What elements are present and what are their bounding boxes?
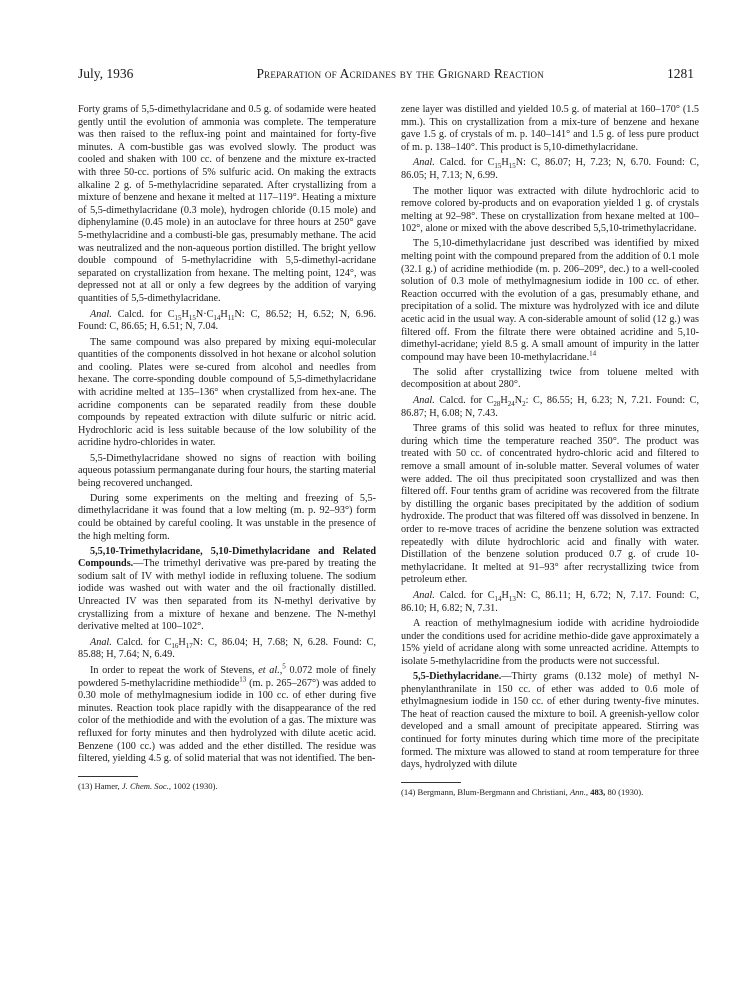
- formula-part: H: [501, 157, 509, 169]
- footnote-number: (13): [78, 780, 93, 791]
- footnote-rule: [401, 782, 461, 783]
- formula-part: :: [525, 395, 529, 407]
- anal-text: Calcd. for: [439, 589, 483, 601]
- footnote-text: 80 (1930).: [607, 786, 644, 797]
- paragraph: Forty grams of 5,5-dimethylacridane and 0.5 g. of sodamide were heated gently until the evolution of ammonia was complete. The temperature was then raised to the reflux-ing point and maintained for forty-five minutes. A com-bustible gas was evolved slowly. The product was cooled and shaken with 100 cc. of benzene and the mixture ex-tracted with three 50-cc. portions of 5% sulfuric acid. On making the extracts alkaline 2 g. of 5-methylacridine separated. After crystallizing from a mixture of benzene and hexane it melted at 117–119°. Heating a mixture of 5,5-dimethylacridane (0.3 mole), hydrogen chloride (0.15 mole) and diphenylamine (0.45 mole) in an autoclave for three hours at 250° gave 5-methylacridine and a combusti-ble gas, presumably methane. The acid was neutralized and the non-aqueous portion distilled. The bright yellow double compound of 5-methylacridine with 5,5-dimethyl-acridane separated on crystallization from hexane. The melting point, 124°, was depressed not at all or only a few degrees by the addition of varying quantities of 5,5-dimethylacridane.: [78, 104, 376, 304]
- left-column: [78, 104, 376, 791]
- section-body: —Thirty grams (0.132 mole) of methyl N-phenylanthranilate in 150 cc. of ether was added to 0.6 mole of ethylmagnesium iodide in 150 cc. of ether during twenty-five minutes. The heat of reaction caused the mixture to boil. A greenish-yellow color developed and a small amount of precipitate appeared. Stirring was continued for forty minutes during which time more of the precipitate formed. The mixture was allowed to stand at room temperature for three days, hydrolyzed with dilute: [401, 671, 699, 771]
- formula-subscript: 14: [213, 313, 221, 322]
- header-date: July, 1936: [78, 66, 134, 81]
- formula-subscript: 15: [494, 162, 502, 171]
- anal-label: Anal.: [90, 308, 112, 320]
- footnote-number: (14): [401, 786, 416, 797]
- formula-subscript: 15: [508, 162, 516, 171]
- formula-part: N:: [515, 589, 527, 601]
- running-header: [78, 66, 694, 84]
- anal-values: C, 86.11; H, 6.72; N, 7.17. Found: C, 86.10; H, 6.82; N, 7.31.: [401, 589, 700, 614]
- formula-subscript: 13: [508, 595, 516, 603]
- page-number: 1281: [666, 66, 694, 81]
- formula-part: N:: [234, 308, 245, 320]
- formula-part: H: [178, 636, 186, 648]
- anal-text: Calcd. for: [116, 636, 160, 648]
- footnote-text: Bergmann, Blum-Bergmann and Christiani,: [417, 786, 568, 797]
- formula-part: N:: [515, 157, 526, 169]
- anal-label: Anal.: [413, 589, 435, 601]
- text-run: In order to repeat the work of Stevens,: [90, 665, 255, 677]
- formula-part: N: [514, 395, 523, 407]
- footnote-rule: [78, 776, 138, 777]
- formula-part: C: [164, 636, 172, 648]
- anal-label: Anal.: [413, 395, 435, 407]
- anal-label: Anal.: [90, 636, 112, 648]
- analysis-line: [78, 309, 376, 334]
- text-run-italic: et al.,: [258, 665, 283, 677]
- formula-subscript: 16: [171, 641, 179, 650]
- formula-part: C: [167, 308, 175, 320]
- reference-superscript: 14: [589, 349, 597, 358]
- anal-label: Anal.: [413, 157, 435, 169]
- text-run: The 5,10-dimethylacridane just described was identified by mixed melting point with the compound prepared from the addition of 0.1 mole (32.1 g.) of acridine methiodide (m. p. 206–209°, dec.) to a well-cooled solution of 0.3 mole of methylmagnesium iodide in 100 cc. of ether. Reaction occurred with the evolution of a gas, presumably ethane, and precipitation of a solid. The mixture was hydrolyzed with ice and dilute acetic acid in the usual way. A con-siderable amount of solid (12 g.) was filtered off. From the filtrate there were obtained acridine and 5,10-dimethyl-acridane; yield 8.5 g. A small amount of impurity in the latter compound may have been 10-methylacridane.: [401, 238, 699, 363]
- section-heading: 5,5-Diethylacridane.: [413, 671, 502, 683]
- formula-subscript: 2: [522, 400, 526, 409]
- formula-part: N·C: [195, 308, 214, 320]
- analysis-line: [401, 395, 699, 420]
- anal-values: C, 86.55; H, 6.23; N, 7.21. Found: C, 86.87; H, 6.08; N, 7.43.: [401, 395, 699, 419]
- anal-text: Calcd. for: [117, 308, 162, 320]
- section-heading: 5,5,10-Trimethylacridane, 5,10-Dimethylacridane and Related Compounds.: [78, 545, 376, 570]
- formula-subscript: 15: [174, 313, 182, 322]
- section-body: —The trimethyl derivative was pre-pared by treating the sodium salt of IV with methyl iodide in refluxing toluene. The sodium iodide was washed out with water and the oil fractionally distilled. Unreacted IV was then separated from its N-methyl derivative by crystallizing from a mixture of hexane and benzene. The N-methyl derivative melted at 100–102°.: [78, 558, 376, 633]
- anal-text: Calcd. for: [439, 157, 483, 169]
- anal-values: C, 86.04; H, 7.68; N, 6.28. Found: C, 85.88; H, 7.64; N, 6.49.: [78, 636, 377, 661]
- right-column: [401, 104, 699, 797]
- analysis-line: [78, 637, 376, 662]
- paragraph: During some experiments on the melting and freezing of 5,5-dimethylacridane it was found that a low melting (m. p. 92–93°) form could be obtained by careful cooling. It was unstable in the presence of the high melting form.: [78, 492, 376, 542]
- text-run: 0.072 mole of finely powdered 5-methylacridine methiodide: [78, 665, 377, 689]
- formula-part: C: [487, 157, 495, 169]
- section-paragraph: [78, 546, 376, 634]
- paragraph: The mother liquor was extracted with dilute hydrochloric acid to remove colored by-products and on evaporation yielded 1 g. of crystals melting at 92–98°. These on crystallization from hexane melted at 100–102°, alone or mixed with the above described 5,5,10-trimethylacridane.: [401, 185, 699, 235]
- anal-values: C, 86.07; H, 7.23; N, 6.70. Found: C, 86.05; H, 7.13; N, 6.99.: [401, 157, 700, 181]
- formula-part: H: [501, 589, 509, 601]
- anal-values: C, 86.52; H, 6.52; N, 6.96. Found: C, 86.65; H, 6.51; N, 7.04.: [78, 308, 377, 333]
- formula-subscript: 17: [185, 641, 193, 650]
- footnote-text: 1002 (1930).: [173, 780, 218, 791]
- paragraph: A reaction of methylmagnesium iodide with acridine hydroiodide under the conditions used for acridine methio-dide gave approximately a 15% yield of acridane along with some unreacted acridine. Attempts to isolate 5-methylacridine from the products were not successful.: [401, 618, 699, 667]
- formula-part: C: [487, 589, 495, 601]
- reference-superscript: 5: [282, 662, 286, 671]
- formula-subscript: 28: [493, 400, 501, 409]
- paragraph: zene layer was distilled and yielded 10.5 g. of material at 160–170° (1.5 mm.). This on crystallization from a mix-ture of benzene and hexane gave 1.5 g. of crystals of m. p. 140–141° and 1.5 g. of less pure product of m. p. 138–140°. This product is 5,10-dimethylacridane.: [401, 104, 699, 153]
- header-title: Preparation of Acridanes by the Grignard Reaction: [256, 66, 544, 81]
- formula-subscript: 11: [227, 313, 235, 322]
- analysis-line: [401, 590, 699, 615]
- formula-subscript: 24: [507, 400, 515, 409]
- formula-part: N:: [192, 636, 203, 648]
- paragraph: [78, 662, 377, 766]
- footnote-journal: Ann.,: [569, 786, 589, 797]
- formula-part: H: [181, 308, 189, 320]
- paragraph: Three grams of this solid was heated to reflux for three minutes, during which time the temperature reached 350°. The product was treated with 50 cc. of concentrated hydro-chloric acid and filtered to remove a small amount of in-soluble matter. Several volumes of water were added. The oil thus precipitated soon crystallized and was then filtered off. Four tenths gram of acridine was recovered from the filtrate by distilling the organic bases precipitated by the addition of sodium hydroxide. The product that was filtered off was dissolved in benzene. In order to re-move traces of acridine the benzene solution was extracted repeatedly with dilute hydrochloric acid and finally with water. Distillation of the benzene solution produced 0.7 g. of crude 10-methylacridane. It melted at 91–93° after recrystallizing twice from petroleum ether.: [401, 423, 699, 586]
- anal-text: Calcd. for: [439, 395, 483, 407]
- footnote-text: Hamer,: [94, 780, 120, 791]
- footnote-volume: 483,: [590, 786, 606, 797]
- footnote: [401, 787, 699, 797]
- formula-subscript: 14: [494, 595, 502, 603]
- reference-superscript: 13: [239, 675, 247, 684]
- formula-part: C: [486, 395, 494, 407]
- formula-part: H: [500, 395, 508, 407]
- footnote: [78, 781, 376, 791]
- text-run: (m. p. 265–267°) was added to 0.30 mole of methylmagnesium iodide in 100 cc. of ether during five minutes. Reaction took place rapidly with the disappearance of the red color of the methiodide and with the evolution of a gas. The mixture was refluxed for forty minutes and then hydrolyzed with dilute acetic acid. Benzene (100 cc.) was added and the ether distilled. The residue was filtered, yielding 4.5 g. of solid material that was not identified. The ben-: [78, 677, 376, 765]
- formula-part: H: [220, 308, 228, 320]
- paragraph: The same compound was also prepared by mixing equi-molecular quantities of the components dissolved in hot hexane or alcohol solution and cooling. Plates were se-cured from alcohol and needles from hexane. The corre-sponding double compound of 5,5-dimethylacridane with acridine melted at 135–136° when crystallized from hex-ane. The acridine components can be separated readily from these double compounds by repeated extraction with dilute sulfuric or nitric acid. Hydrochloric acid is less suitable because of the low solubility of the acridine hydro-chlorides in water.: [78, 336, 376, 449]
- formula-subscript: 15: [188, 313, 196, 322]
- paragraph: The solid after crystallizing twice from toluene melted with decomposition at about 280°.: [401, 366, 699, 391]
- footnote-journal: J. Chem. Soc.,: [121, 780, 171, 791]
- paragraph: 5,5-Dimethylacridane showed no signs of reaction with boiling aqueous potassium permanganate during four hours, the starting material being recovered unchanged.: [78, 452, 376, 489]
- paragraph: [401, 238, 699, 364]
- analysis-line: [401, 157, 699, 182]
- section-paragraph: [401, 671, 699, 772]
